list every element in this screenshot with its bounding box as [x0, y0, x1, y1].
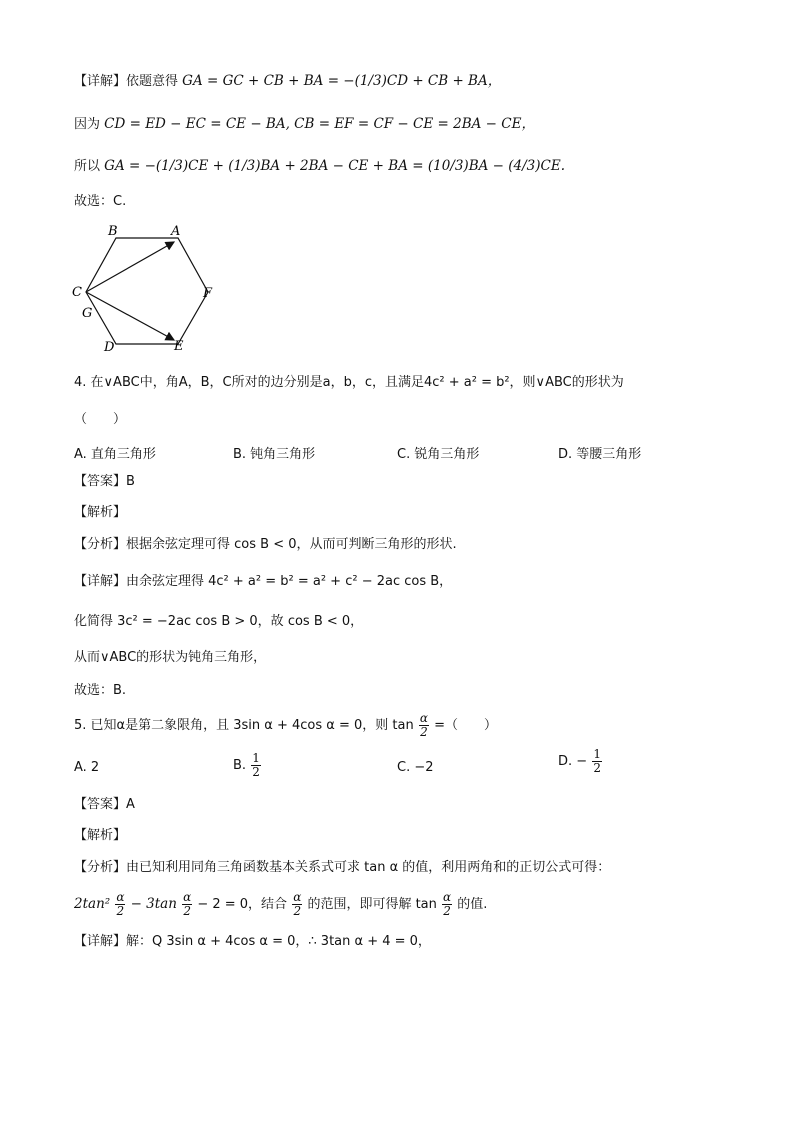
q5-frac-alpha-2 — [419, 712, 429, 739]
frac-alpha-2 — [292, 891, 302, 918]
derivation-line-2 — [74, 115, 535, 134]
derivation-prefix: 所以 — [74, 159, 101, 174]
q4-answer: 【答案】B — [74, 474, 135, 489]
q4-option-d: D. 等腰三角形 — [558, 447, 642, 462]
q5-option-b-label: B. — [233, 758, 247, 773]
q4-choose: 故选：B. — [74, 683, 127, 698]
frac-num: α — [419, 711, 428, 725]
q4-paren: （ ） — [74, 412, 127, 427]
frac-alpha-2 — [182, 891, 192, 918]
frac-num: 1 — [252, 751, 260, 765]
label-a: A — [171, 224, 181, 239]
fenxi-part: 的范围，即可得解 tan — [307, 897, 437, 912]
q5-option-a: A. 2 — [74, 760, 100, 775]
frac-num: 1 — [593, 747, 601, 761]
derivation-math: GA = −(1/3)CE + (1/3)BA + 2BA − CE + BA = (10/3)BA − (4/3)CE. — [104, 158, 566, 174]
label-c: C — [72, 285, 82, 300]
q4-xiangjie: 【详解】由余弦定理得 4c² + a² = b² = a² + c² − 2ac cos B， — [74, 574, 453, 589]
label-b: B — [108, 224, 118, 239]
label-g: G — [82, 306, 93, 321]
q5-option-b-frac — [251, 752, 261, 779]
frac-num: α — [293, 890, 302, 904]
frac-num: α — [443, 890, 452, 904]
derivation-prefix: 【详解】依题意得 — [74, 74, 179, 89]
frac-alpha-2 — [442, 891, 452, 918]
q5-fenxi-2 — [74, 891, 487, 918]
q5-option-c: C. −2 — [397, 760, 434, 775]
fenxi-part: − 3tan — [130, 896, 177, 912]
frac-den: 2 — [183, 904, 191, 918]
label-f: F — [203, 286, 213, 301]
frac-num: α — [116, 890, 125, 904]
derivation-prefix: 因为 — [74, 117, 101, 132]
frac-den: 2 — [116, 904, 125, 918]
q5-analysis: 【解析】 — [74, 828, 127, 843]
fenxi-part: 的值. — [457, 897, 488, 912]
q5-stem-b: =（ ） — [434, 718, 497, 733]
frac-den: 2 — [443, 904, 451, 918]
fenxi-part: 2tan² — [74, 896, 111, 912]
fenxi-part: − 2 = 0，结合 — [197, 897, 288, 912]
frac-den: 2 — [293, 904, 302, 918]
q5-option-b — [233, 752, 262, 779]
q5-option-d-label: D. − — [558, 754, 588, 769]
q5-stem-a: 5. 已知α是第二象限角，且 3sin α + 4cos α = 0，则 tan — [74, 718, 414, 733]
q5-option-d — [558, 748, 603, 775]
q4-fenxi: 【分析】根据余弦定理可得 cos B < 0，从而可判断三角形的形状. — [74, 537, 457, 552]
q4-option-c: C. 锐角三角形 — [397, 447, 480, 462]
q5-option-d-frac — [592, 748, 602, 775]
q5-xiangjie: 【详解】解：Q 3sin α + 4cos α = 0，∴ 3tan α + 4 = 0， — [74, 934, 431, 949]
derivation-line-1 — [74, 72, 501, 91]
q5-stem — [74, 712, 497, 739]
frac-alpha-2 — [115, 891, 125, 918]
q4-option-a: A. 直角三角形 — [74, 447, 156, 462]
frac-den: 2 — [420, 725, 428, 739]
q4-simplify: 化简得 3c² = −2ac cos B > 0，故 cos B < 0， — [74, 614, 364, 629]
derivation-line-3 — [74, 157, 565, 176]
q4-conclude: 从而∨ABC的形状为钝角三角形， — [74, 650, 267, 665]
choose-c: 故选：C. — [74, 194, 127, 209]
q5-answer: 【答案】A — [74, 797, 135, 812]
hexagon-figure — [66, 220, 226, 360]
derivation-math: GA = GC + CB + BA = −(1/3)CD + CB + BA， — [182, 73, 502, 89]
frac-den: 2 — [252, 765, 260, 779]
frac-num: α — [183, 890, 192, 904]
label-e: E — [174, 339, 184, 354]
q4-option-b: B. 钝角三角形 — [233, 447, 316, 462]
q5-fenxi-1: 【分析】由已知利用同角三角函数基本关系式可求 tan α 的值，利用两角和的正切公式可得： — [74, 860, 611, 875]
q4-analysis: 【解析】 — [74, 505, 127, 520]
label-d: D — [104, 340, 115, 355]
frac-den: 2 — [593, 761, 601, 775]
derivation-math: CD = ED − EC = CE − BA, CB = EF = CF − CE = 2BA − CE， — [104, 116, 535, 132]
q4-stem: 4. 在∨ABC中，角A，B，C所对的边分别是a，b，c，且满足4c² + a² = b²，则∨ABC的形状为 — [74, 375, 624, 390]
hexagon-outline — [86, 238, 208, 344]
